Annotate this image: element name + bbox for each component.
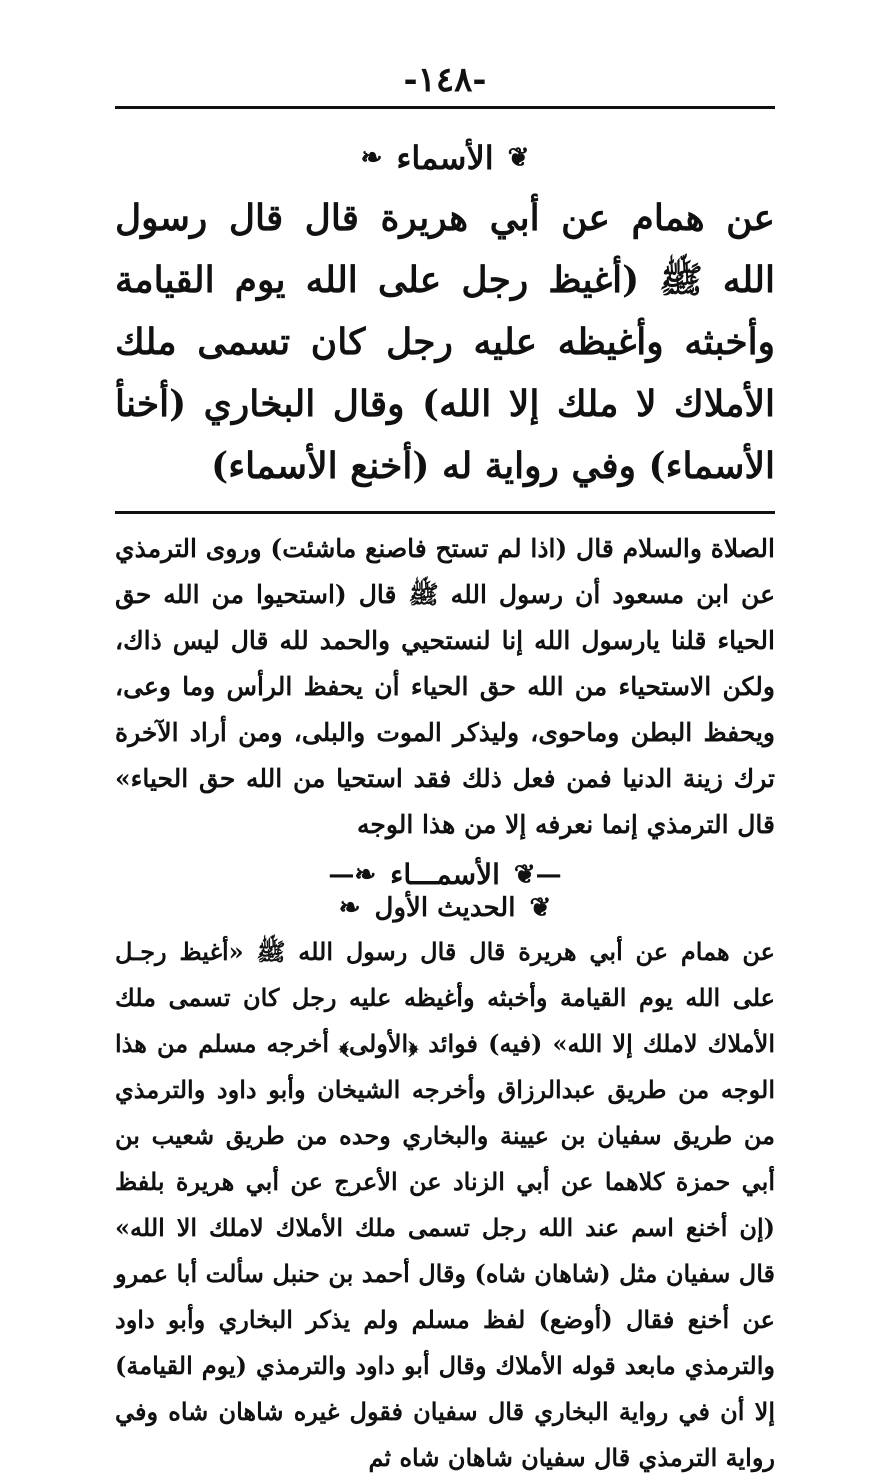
section-heading [115, 139, 775, 177]
hadith-heading [115, 893, 775, 923]
ornament-left-icon: ❧ [360, 143, 383, 173]
commentary-text: عن همام عن أبي هريرة قال قال رسول الله ﷺ «أغيظ رجـل على الله يوم القيامة وأخبثه وأغيظه عليه رجل كان تسمى ملك الأملاك لاملك إلا الله» (فيه) فوائد ﴿الأولى﴾ أخرجه مسلم من هذا الوجه من طريق عبدالرزاق وأخرجه الشيخان وأبو داود والترمذي من طريق سفيان بن عيينة والبخاري وحده من طريق شعيب بن أبي حمزة كلاهما عن أبي الزناد عن الأعرج عن أبي هريرة بلفظ (إن أخنع اسم عند الله رجل تسمى ملك الأملاك لاملك الا الله» قال سفيان مثل (شاهان شاه) وقال أحمد بن حنبل سألت أبا عمرو عن أخنع فقال (أوضع) لفظ مسلم ولم يذكر البخاري وأبو داود والترمذي مابعد قوله الأملاك وقال أبو داود والترمذي (يوم القيامة) إلا أن في رواية البخاري قال سفيان فقول غيره شاهان شاه وفي رواية الترمذي قال سفيان شاهان شاه ثم [115, 937, 775, 1472]
commentary-section-heading [115, 858, 775, 891]
hadith-title: الحديث الأول [374, 893, 516, 923]
ornament-left-icon: ❧ [338, 893, 361, 923]
ornament-right-icon: ❦ [529, 893, 552, 923]
matn-divider [115, 511, 775, 514]
section-title: الأسماء [396, 139, 494, 177]
ornament-right-icon: ❦ [507, 143, 530, 173]
ornament-right-icon: —❦ [513, 859, 562, 890]
ornament-left-icon: ❧— [328, 859, 377, 890]
header-rule [115, 106, 775, 109]
commentary-continuation: الصلاة والسلام قال (اذا لم تستح فاصنع ماشئت) وروى الترمذي عن ابن مسعود أن رسول الله ﷺ قال (استحيوا من الله حق الحياء قلنا يارسول الله إنا لنستحيي والحمد لله قال ليس ذاك، ولكن الاستحياء من الله حق الحياء أن يحفظ الرأس وما وعى، ويحفظ البطن وماحوى، وليذكر الموت والبلى، ومن أراد الآخرة ترك زينة الدنيا فمن فعل ذلك فقد استحيا من الله حق الحياء» قال الترمذي إنما نعرفه إلا من هذا الوجه [115, 534, 775, 839]
page-number: -١٤٨- [403, 60, 487, 100]
commentary-section-title: الأسمـــاء [390, 858, 500, 891]
hadith-text: عن همام عن أبي هريرة قال قال رسول الله ﷺ (أغيظ رجل على الله يوم القيامة وأخبثه وأغيظه عليه رجل كان تسمى ملك الأملاك لا ملك إلا الله) وقال البخاري (أخنأ الأسماء) وفي رواية له (أخنع الأسماء) [115, 197, 775, 487]
